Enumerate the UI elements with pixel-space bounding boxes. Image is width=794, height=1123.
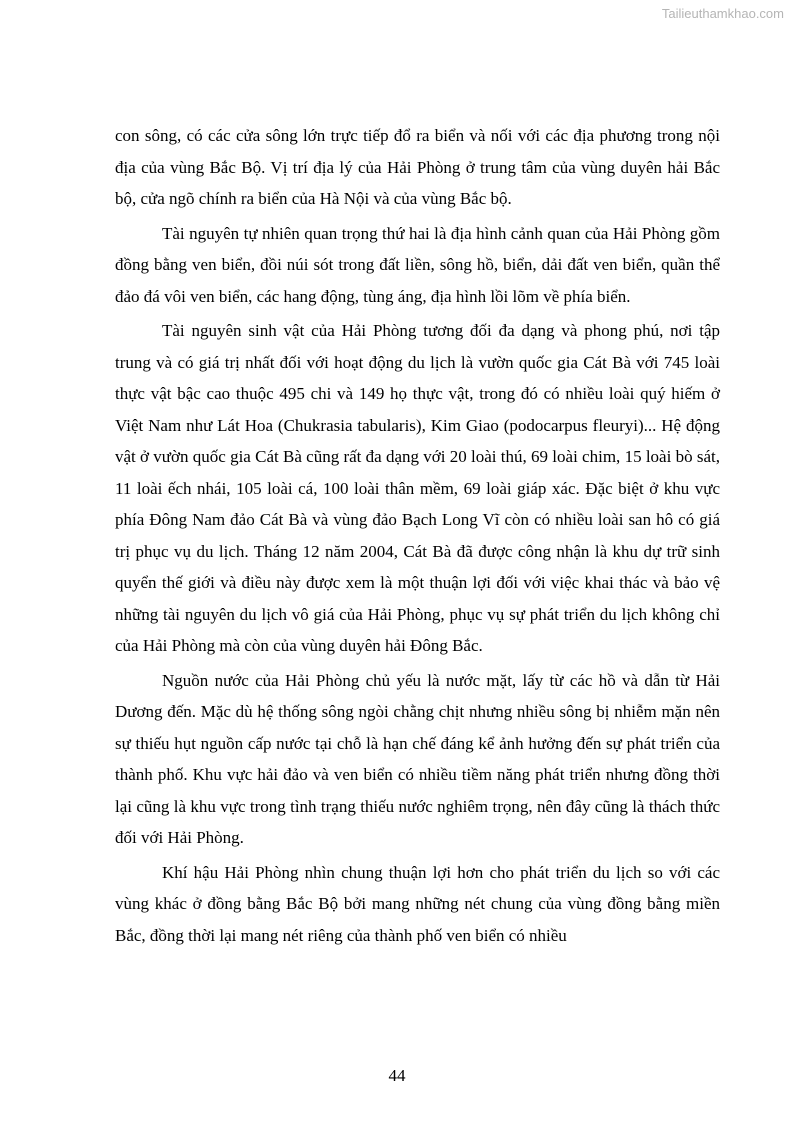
paragraph-water: Nguồn nước của Hải Phòng chủ yếu là nước mặt, lấy từ các hồ và dẫn từ Hải Dương đến. Mặc dù hệ thống sông ngòi chằng chịt nhưng nhiều sông bị nhiễm mặn nên sự thiếu hụt nguồn cấp nước tại chỗ là hạn chế đáng kể ảnh hưởng đến sự phát triển của thành phố. Khu vực hải đảo và ven biển có nhiều tiềm năng phát triển nhưng đồng thời lại cũng là khu vực trong tình trạng thiếu nước nghiêm trọng, nên đây cũng là thách thức đối với Hải Phòng. (115, 670, 720, 847)
paragraph-climate: Khí hậu Hải Phòng nhìn chung thuận lợi hơn cho phát triển du lịch so với các vùng khác ở đồng bằng Bắc Bộ bởi mang những nét chung của vùng đồng bằng miền Bắc, đồng thời lại mang nét riêng của thành phố ven biển có nhiều (115, 862, 720, 945)
paragraph-landscape: Tài nguyên tự nhiên quan trọng thứ hai là địa hình cảnh quan của Hải Phòng gồm đồng bằng ven biển, đồi núi sót trong đất liền, sông hồ, biển, dải đất ven biển, quần thể đảo đá vôi ven biển, các hang động, tùng áng, địa hình lồi lõm về phía biển. (115, 223, 720, 306)
paragraph-biology: Tài nguyên sinh vật của Hải Phòng tương đối đa dạng và phong phú, nơi tập trung và có giá trị nhất đối với hoạt động du lịch là vườn quốc gia Cát Bà với 745 loài thực vật bậc cao thuộc 495 chi và 149 họ thực vật, trong đó có nhiều loài quý hiếm ở Việt Nam như Lát Hoa (Chukrasia tabularis), Kim Giao (podocarpus fleuryi)... Hệ động vật ở vườn quốc gia Cát Bà cũng rất đa dạng với 20 loài thú, 69 loài chim, 15 loài bò sát, 11 loài ếch nhái, 105 loài cá, 100 loài thân mềm, 69 loài giáp xác. Đặc biệt ở khu vực phía Đông Nam đảo Cát Bà và vùng đảo Bạch Long Vĩ còn có nhiều loài san hô có giá trị phục vụ du lịch. Tháng 12 năm 2004, Cát Bà đã được công nhận là khu dự trữ sinh quyển thế giới và điều này được xem là một thuận lợi đối với việc khai thác và bảo vệ những tài nguyên du lịch vô giá của Hải Phòng, phục vụ sự phát triển du lịch không chỉ của Hải Phòng mà còn của vùng duyên hải Đông Bắc. (115, 321, 720, 655)
page-body (115, 120, 720, 954)
watermark: Tailieuthamkhao.com (661, 6, 784, 21)
page-number: 44 (388, 1066, 406, 1085)
paragraph-continued: con sông, có các cửa sông lớn trực tiếp đổ ra biển và nối với các địa phương trong nội địa của vùng Bắc Bộ. Vị trí địa lý của Hải Phòng ở trung tâm của vùng duyên hải Bắc bộ, cửa ngõ chính ra biển của Hà Nội và của vùng Bắc bộ. (115, 126, 720, 208)
